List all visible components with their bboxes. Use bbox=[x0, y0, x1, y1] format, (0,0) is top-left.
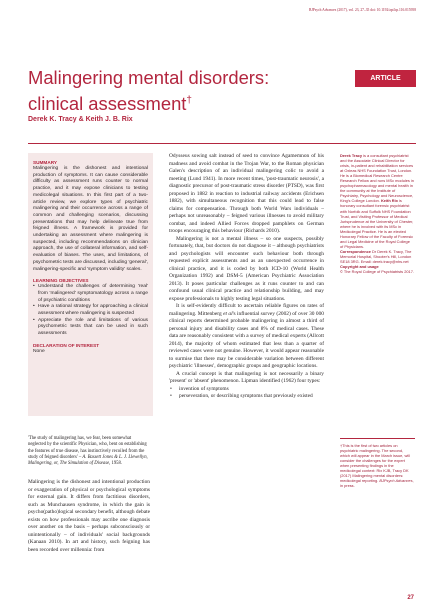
correspondence: Correspondence Dr Derek K. Tracy, The Memorial Hospital, Shooter's Hill, London SE18 3RG. Email: derek.tracy@nhs.net bbox=[340, 248, 412, 264]
declaration-heading: DECLARATION OF INTEREST bbox=[33, 342, 100, 348]
page-number: 27 bbox=[407, 595, 414, 601]
objective-item: • Appreciate the role and limitations of various psychometric tests that can be used in such assessments bbox=[38, 318, 148, 338]
body-paragraph: A crucial concept is that malingering is not necessarily a binary 'present' or 'absent' phenomenon. Lipman identified (1962) four types: bbox=[169, 370, 324, 384]
objective-item: • Understand the challenges of determining 'real' from 'malingered' symptomatology across a range of psychiatric conditions bbox=[38, 284, 148, 304]
author-sidebar bbox=[340, 153, 414, 274]
epigraph bbox=[28, 436, 148, 467]
summary-heading: SUMMARY bbox=[33, 160, 58, 165]
copyright: Copyright and usage © The Royal College of Psychiatrists 2017. bbox=[340, 264, 414, 275]
summary-box bbox=[28, 153, 153, 416]
title-line-1: Malingering mental disorders: bbox=[28, 67, 270, 88]
article-type-badge: ARTICLE bbox=[355, 70, 416, 87]
title-footnote: †This is the first of two articles on psychiatric malingering. The second, which will appear in the March issue, will consider the challenges for the expert when presenting findings in the medicolegal context: Rix KJB, Tracy DK (2017) Malingering mental disorders: medicolegal reporting. BJPsych Advances, in press. bbox=[340, 443, 414, 489]
learning-objectives-heading: LEARNING OBJECTIVES bbox=[33, 278, 89, 284]
article-title bbox=[28, 67, 338, 115]
title-footnote-mark: † bbox=[186, 94, 192, 106]
body-paragraph: Malingering is not a mental illness – so one suspects, possibly fortunately, that, but doctors do not diagnose it – although psychiatrists and psychologists will encounter such behaviour both through requested explicit assessments and as an unexpected occurrence in clinical practice, and it is coded by both ICD-10 (World Health Organization 1992) and DSM-5 (American Psychiatric Association 2013). It poses particular challenges as it runs counter to and can confound usual clinical practice and relationship building, and may expose professionals to highly testing legal situations. bbox=[169, 235, 324, 302]
malingering-types-list bbox=[169, 386, 324, 401]
body-text-left: Malingering is the dishonest and intentional production or exaggeration of physical or psychological symptoms for external gain. It differs from factitious disorders, such as Munchausen syndrome, in which the gain is psycho(patho)logical secondary benefit, although debate exists on how professionals may ascribe one diagnosis over another on the basis – perhaps subconsciously or unintentionally – of individuals' social backgrounds (Kanaan 2010). In art and history, such feigning has been recorded over millennia: from bbox=[28, 479, 150, 553]
body-text-middle bbox=[169, 153, 324, 401]
epigraph-source: Malingering, or, The Simulation of Disease bbox=[28, 461, 110, 467]
objective-item: • Have a rational strategy for approaching a clinical assessment where malingering is suspected bbox=[38, 304, 148, 317]
learning-objectives-list bbox=[33, 284, 148, 338]
title-line-2: clinical assessment bbox=[28, 92, 187, 114]
title-divider bbox=[28, 143, 416, 144]
body-paragraph: It is self-evidently difficult to ascertain reliable figures on rates of malingering. Mittenberg et al's influential survey (2002) of over 30 000 clinical reports determined probable malingering in almost a third of personal injury and disability cases and 8% of medical cases. These data are reasonably consistent with a survey of medical experts (Allcott 2014), the majority of whom estimated that less than a quarter of reviewed cases were not genuine. However, it would appear reasonable to surmise that there may be considerable variation between different psychiatric 'illnesses', demographic groups and geographic locations. bbox=[169, 303, 324, 369]
running-header: BJPsych Advances (2017), vol. 23, 27–35 doi: 10.1192/apt.bp.116.015958 bbox=[309, 8, 416, 12]
authors: Derek K. Tracy & Keith J. B. Rix bbox=[28, 116, 133, 123]
sidebar-divider bbox=[340, 438, 415, 439]
body-paragraph: Odysseus sowing salt instead of seed to convince Agamemnon of his madness and avoid combat in the Trojan War, to the Roman physician Galen's description of an individual malingering colic to avoid a meeting (Lund 1941). In more recent times, 'post-traumatic neurosis', a diagnostic precursor of post-traumatic stress disorder (PTSD), was first proposed in 1882 in reaction to industrial railway accidents (Erichsen 1882), with simultaneous recognition that this could lead to false claims for compensation. Through both World Wars individuals – perhaps not unreasonably – feigned various illnesses to avoid military combat, and indeed Allied Forces dropped pamphlets on German troops encouraging this behaviour (Richards 2010). bbox=[169, 153, 324, 234]
epigraph-attribution: A. Bassett Jones & L. J. Llewellyn, bbox=[82, 454, 148, 460]
author-bio-tracy: Derek Tracy is a consultant psychiatrist and the Associate Clinical Director for crisis, in-patient and rehabilitation services at Oxleas NHS Foundation Trust, London. He is a Biomedical Research Centre Research Fellow and runs MSc modules in psychopharmacology and mental health in the community at the Institute of Psychiatry, Psychology and Neuroscience, King's College London. Keith Rix is honorary consultant forensic psychiatrist with Norfolk and Suffolk NHS Foundation Trust, and Visiting Professor of Medical Jurisprudence at the University of Chester, where he is involved with its MSc in Medicolegal Practice. He is an elected Honorary Fellow of the Faculty of Forensic and Legal Medicine of the Royal College of Physicians. bbox=[340, 153, 414, 249]
epigraph-quote: 'The study of malingering has, we fear, been somewhat neglected by the scientific Physician, who, bent on establishing the features of true disease, has instinctively recoiled from the study of feigned disorders' – bbox=[28, 436, 147, 460]
list-item: • perseveration, or describing symptoms that previously existed bbox=[179, 393, 324, 401]
declaration-text: None bbox=[33, 348, 45, 354]
summary-text: Malingering is the dishonest and intentional production of symptoms. It can cause considerable difficulty as assessment runs counter to normal practice, and it may expose clinicians to testing medicolegal situations. In this first part of a two-article review, we explore types of psychiatric malingering and their occurrence across a range of common and challenging scenarios, discussing presentations that may help delineate true from feigned illness. A framework is provided for undertaking an assessment where malingering is suspected, including recommendations on clinician approach, the use of collateral information, and self-evaluation of biases. The uses, and limitations, of psychometric tests are discussed, including 'general', malingering-specific and 'symptom validity' scales. bbox=[33, 166, 148, 272]
epigraph-year: , 1958. bbox=[109, 461, 123, 467]
list-item: • invention of symptoms bbox=[179, 386, 324, 394]
